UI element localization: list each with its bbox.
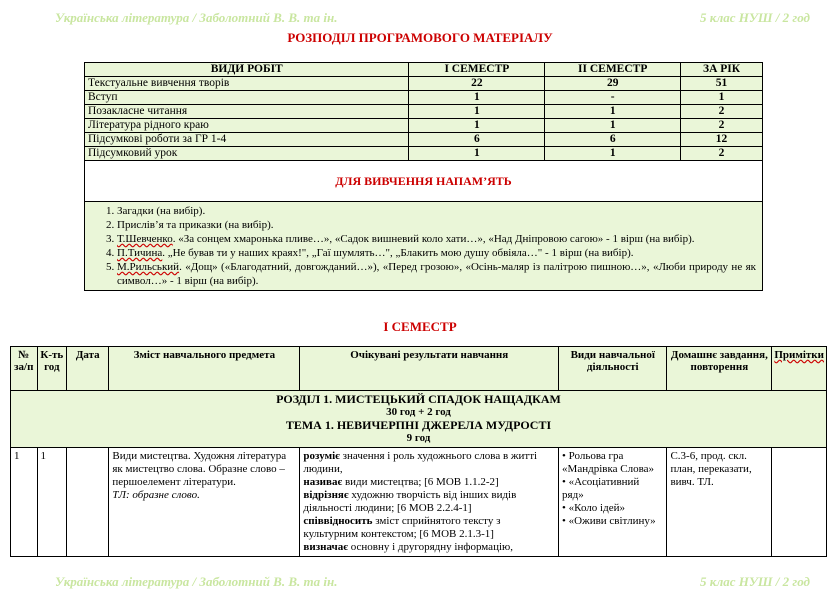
topic-title: ТЕМА 1. НЕВИЧЕРПНІ ДЖЕРЕЛА МУДРОСТІ (285, 418, 552, 432)
distribution-table (84, 62, 763, 291)
result-item: визначає основну і другорядну інформацію, (303, 541, 513, 553)
distribution-title: РОЗПОДІЛ ПРОГРАМОВОГО МАТЕРІАЛУ (287, 30, 553, 45)
cell-hours: 1 (37, 448, 67, 557)
cell-num: 1 (11, 448, 38, 557)
col-header-date: Дата (67, 347, 109, 391)
table-row (85, 147, 763, 161)
cell-type: Текстуальне вивчення творів (85, 77, 409, 91)
list-item: 2. Прислів’я та приказки (на вибір). (117, 218, 756, 232)
table-row (85, 77, 763, 91)
page-footer (55, 574, 810, 590)
memorize-title: ДЛЯ ВИВЧЕННЯ НАПАМ’ЯТЬ (85, 161, 763, 202)
cell-year: 2 (681, 147, 763, 161)
cell-type: Вступ (85, 91, 409, 105)
col-header: І СЕМЕСТР (409, 63, 545, 77)
section-heading (11, 391, 827, 448)
table-row (85, 133, 763, 147)
semester-title: І СЕМЕСТР (383, 319, 457, 334)
cell-sem1: 22 (409, 77, 545, 91)
cell-sem1: 1 (409, 91, 545, 105)
memorize-list-row (85, 202, 763, 291)
col-header-hours: К-ть год (37, 347, 67, 391)
cell-sem2: 1 (545, 119, 681, 133)
cell-year: 2 (681, 119, 763, 133)
section-row (11, 391, 827, 448)
list-item: 4. П.Тичина. „Не бував ти у наших краях!", „Гаї шумлять…", „Блакить мою душу обвіяла…" - 1 вірш (на вибір). (117, 246, 756, 260)
cell-sem1: 1 (409, 147, 545, 161)
cell-type: Позакласне читання (85, 105, 409, 119)
col-header-notes: Примітки (772, 347, 827, 391)
page-header (55, 10, 810, 26)
cell-sem2: 29 (545, 77, 681, 91)
list-item: 5. М.Рильський. «Дощ» («Благодатний, довгожданий…»), «Перед грозою», «Осінь-маляр із палітрою пишною…», «Люби природу не як символ…» - 1 вірш (на вибір). (117, 260, 756, 288)
author-name: Т.Шевченко (117, 233, 173, 245)
cell-sem1: 1 (409, 105, 545, 119)
col-header-homework: Домашнє завдання, повторення (667, 347, 772, 391)
cell-sem1: 6 (409, 133, 545, 147)
result-item: називає види мистецтва; [6 МОВ 1.1.2-2] (303, 476, 499, 488)
list-item: • «Оживи світлину» (562, 515, 663, 528)
result-item: відрізняє художню творчість від інших видів діяльності людини; [6 МОВ 2.2.4-1] (303, 489, 517, 514)
table-header-row (11, 347, 827, 391)
cell-notes (772, 448, 827, 557)
cell-sem2: 6 (545, 133, 681, 147)
table-row (85, 119, 763, 133)
cell-content: Види мистецтва. Художня література як мистецтво слова. Образне слово – першоелемент літератури. ТЛ: образне слово. (109, 448, 300, 557)
section-title: РОЗДІЛ 1. МИСТЕЦЬКИЙ СПАДОК НАЩАДКАМ (276, 392, 561, 406)
topic-hours: 9 год (406, 432, 431, 444)
cell-sem2: 1 (545, 105, 681, 119)
author-name: М.Рильський (117, 261, 180, 273)
cell-sem2: - (545, 91, 681, 105)
author-name: П.Тичина (117, 247, 163, 259)
footer-left: Українська література / Заболотний В. В. та ін. (55, 574, 338, 589)
cell-year: 12 (681, 133, 763, 147)
col-header-content: Зміст навчального предмета (109, 347, 300, 391)
table-header-row (85, 63, 763, 77)
list-item: 1. Загадки (на вибір). (117, 204, 756, 218)
list-item: • «Коло ідей» (562, 502, 663, 515)
result-item: співвідносить зміст сприйнятого тексту з культурним контекстом; [6 МОВ 2.1.3-1] (303, 515, 501, 540)
table-row (85, 105, 763, 119)
cell-year: 51 (681, 77, 763, 91)
cell-type: Література рідного краю (85, 119, 409, 133)
list-item: • «Асоціативний ряд» (562, 476, 663, 502)
section-hours: 30 год + 2 год (386, 406, 451, 418)
cell-date (67, 448, 109, 557)
cell-type: Підсумковий урок (85, 147, 409, 161)
cell-sem2: 1 (545, 147, 681, 161)
memorize-title-row (85, 161, 763, 202)
list-item: 3. Т.Шевченко. «За сонцем хмаронька пливе…», «Садок вишневий коло хати…», «Над Дніпровою сагою» - 1 вірш (на вибір). (117, 232, 756, 246)
cell-year: 1 (681, 91, 763, 105)
col-header: ІІ СЕМЕСТР (545, 63, 681, 77)
lesson-plan-table (10, 346, 827, 557)
cell-activities (559, 448, 667, 557)
cell-sem1: 1 (409, 119, 545, 133)
col-header: ЗА РІК (681, 63, 763, 77)
table-row (11, 448, 827, 557)
header-right: 5 клас НУШ / 2 год (699, 10, 810, 25)
memorize-list (85, 202, 763, 291)
cell-type: Підсумкові роботи за ГР 1-4 (85, 133, 409, 147)
list-item: • Рольова гра «Мандрівка Слова» (562, 450, 663, 476)
col-header-results: Очікувані результати навчання (300, 347, 559, 391)
cell-year: 2 (681, 105, 763, 119)
header-left: Українська література / Заболотний В. В. та ін. (55, 10, 338, 25)
result-item: розуміє значення і роль художнього слова в житті людини, (303, 450, 538, 475)
content-tl: ТЛ: образне слово. (112, 489, 200, 501)
cell-homework: С.3-6, прод. скл. план, переказати, вивч. ТЛ. (667, 448, 772, 557)
footer-right: 5 клас НУШ / 2 год (699, 574, 810, 589)
col-header: ВИДИ РОБІТ (85, 63, 409, 77)
col-header-activities: Види навчальної діяльності (559, 347, 667, 391)
cell-results (300, 448, 559, 557)
col-header-num: № за/п (11, 347, 38, 391)
table-row (85, 91, 763, 105)
